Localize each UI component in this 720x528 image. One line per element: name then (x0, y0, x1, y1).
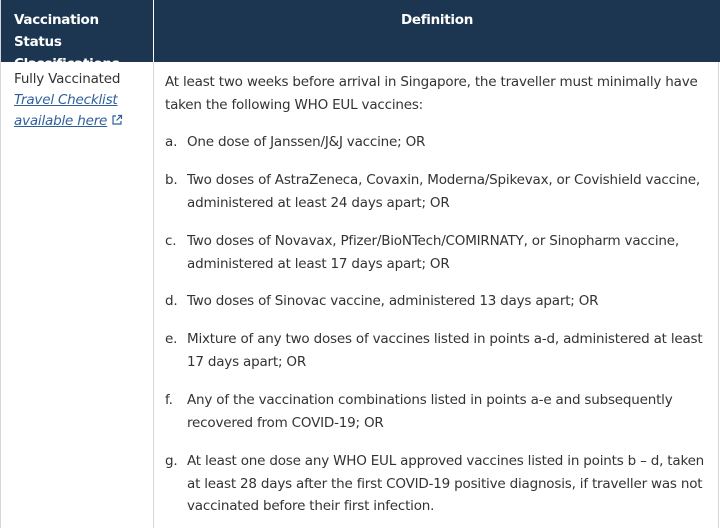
list-item-c (165, 230, 710, 275)
list-marker: b. (165, 172, 178, 188)
status-cell (14, 69, 150, 132)
status-label: Fully Vaccinated (14, 71, 121, 87)
list-marker: g. (165, 453, 178, 469)
travel-checklist-link[interactable]: Travel Checklist available here (14, 92, 118, 129)
header-vaccination-status: Vaccination Status Classifications (14, 12, 120, 72)
list-item-d (165, 290, 710, 313)
body-column-divider (153, 62, 154, 528)
definition-intro: At least two weeks before arrival in Singapore, the traveller must minimally have taken the following WHO EUL vaccines: (165, 74, 698, 113)
list-marker: a. (165, 134, 178, 150)
list-item-a (165, 131, 710, 154)
list-item-f (165, 389, 710, 434)
list-item-text: Two doses of Sinovac vaccine, administered 13 days apart; OR (187, 293, 599, 309)
list-item-text: Mixture of any two doses of vaccines listed in points a-d, administered at least 17 days apart; OR (187, 331, 703, 370)
list-item-text: Two doses of AstraZeneca, Covaxin, Moderna/Spikevax, or Covishield vaccine, administered at least 24 days apart; OR (187, 172, 700, 211)
list-item-text: Any of the vaccination combinations listed in points a-e and subsequently recovered from COVID-19; OR (187, 392, 673, 431)
table-header (1, 0, 720, 72)
list-item-text: One dose of Janssen/J&J vaccine; OR (187, 134, 426, 150)
list-item-text: At least one dose any WHO EUL approved vaccines listed in points b – d, taken at least 28 days after the first COVID-19 positive diagnosis, if traveller was not vaccinated before their first infection. (187, 453, 705, 514)
list-marker: c. (165, 233, 177, 249)
list-marker: e. (165, 331, 178, 347)
external-link-icon[interactable] (111, 112, 123, 124)
list-item-b (165, 169, 710, 214)
list-marker: d. (165, 293, 178, 309)
list-item-text: Two doses of Novavax, Pfizer/BioNTech/COMIRNATY, or Sinopharm vaccine, administered at least 17 days apart; OR (187, 233, 679, 272)
list-item-g (165, 450, 710, 518)
header-definition: Definition (400, 12, 474, 28)
list-item-e (165, 328, 710, 373)
list-marker: f. (165, 392, 173, 408)
